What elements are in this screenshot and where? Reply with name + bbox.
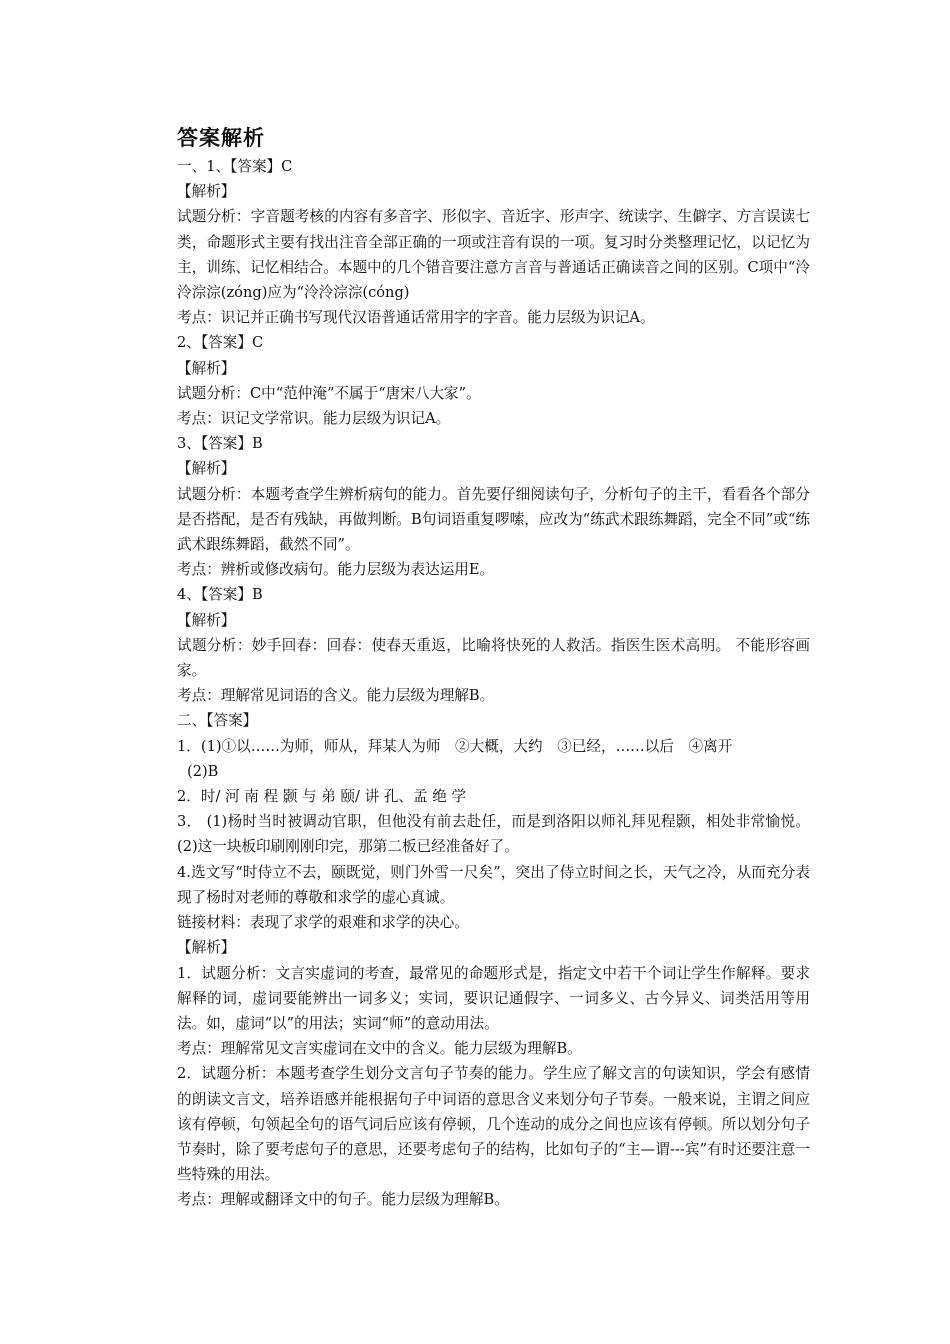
paragraph: 试题分析：C中“范仲淹”不属于“唐宋八大家”。 bbox=[177, 384, 481, 402]
page-title: 答案解析 bbox=[177, 126, 265, 150]
paragraph: 试题分析：字音题考核的内容有多音字、形似字、音近字、形声字、统读字、生僻字、方言误读七类，命题形式主要有找出注音全部正确的一项或注音有误的一项。复习时分类整理记忆，以记忆为主，训练、记忆相结合。本题中的几个错音要注意方言音与普通话正确读音之间的区别。C项中“泠泠淙淙(zóng)应为“泠泠淙淙(cóng) bbox=[177, 208, 810, 302]
paragraph: 【解析】 bbox=[177, 611, 236, 629]
paragraph: (2)B bbox=[187, 762, 219, 780]
paragraph: 考点：理解常见文言实虚词在文中的含义。能力层级为理解B。 bbox=[177, 1040, 582, 1058]
paragraph: 3、【答案】B bbox=[177, 435, 263, 453]
paragraph: 考点：辨析或修改病句。能力层级为表达运用E。 bbox=[177, 561, 495, 579]
paragraph: 考点：识记并正确书写现代汉语普通话常用字的字音。能力层级为识记A。 bbox=[177, 309, 655, 327]
paragraph: 试题分析：本题考查学生辨析病句的能力。首先要仔细阅读句子，分析句子的主干，看看各个部分是否搭配，是否有残缺，再做判断。B句词语重复啰嗦，应改为“练武术跟练舞蹈，完全不同”或“练武术跟练舞蹈，截然不同”。 bbox=[177, 485, 810, 554]
paragraph: 2、【答案】C bbox=[177, 334, 264, 352]
paragraph: 2．试题分析：本题考查学生划分文言句子节奏的能力。学生应了解文言的句读知识，学会有感情的朗读文言文，培养语感并能根据句子中词语的意思含义来划分句子节奏。一般来说，主谓之间应该有停顿，句领起全句的语气词后应该有停顿，几个连动的成分之间也应该有停顿。所以划分句子节奏时，除了要考虑句子的意思，还要考虑句子的结构，比如句子的“主—谓---宾”有时还要注意一些特殊的用法。 bbox=[177, 1065, 810, 1184]
document-body bbox=[177, 154, 810, 1213]
paragraph: 【解析】 bbox=[177, 359, 236, 377]
paragraph: 链接材料：表现了求学的艰难和求学的决心。 bbox=[177, 914, 469, 932]
paragraph: 考点：识记文学常识。能力层级为识记A。 bbox=[177, 410, 451, 428]
paragraph: 1．试题分析：文言实虚词的考查，最常见的命题形式是，指定文中若干个词让学生作解释。要求解释的词，虚词要能辨出一词多义；实词，要识记通假字、一词多义、古今异义、词类活用等用法。如，虚词“以”的用法；实词“师”的意动用法。 bbox=[177, 964, 810, 1032]
paragraph: 【解析】 bbox=[177, 939, 236, 957]
paragraph: 3． (1)杨时当时被调动官职，但他没有前去赴任，而是到洛阳以师礼拜见程颢，相处非常愉悦。(2)这一块板印刷刚刚印完，那第二板已经准备好了。 bbox=[177, 813, 810, 856]
paragraph: 试题分析：妙手回春：回春：使春天重返，比喻将快死的人救活。指医生医术高明。 不能形容画家。 bbox=[177, 636, 810, 680]
paragraph: 一、1、【答案】C bbox=[177, 158, 293, 175]
paragraph: 二、【答案】 bbox=[177, 712, 258, 730]
paragraph: 考点：理解或翻译文中的句子。能力层级为理解B。 bbox=[177, 1191, 509, 1209]
paragraph: 【解析】 bbox=[177, 460, 236, 478]
paragraph: 4、【答案】B bbox=[177, 586, 263, 604]
paragraph: 考点：理解常见词语的含义。能力层级为理解B。 bbox=[177, 687, 495, 705]
paragraph: 2．时/ 河 南 程 颢 与 弟 颐/ 讲 孔、孟 绝 学 bbox=[177, 788, 467, 806]
paragraph: 4.选文写“时侍立不去，颐既觉，则门外雪一尺矣”，突出了侍立时间之长，天气之冷，从而充分表现了杨时对老师的尊敬和求学的虚心真诚。 bbox=[177, 863, 810, 906]
paragraph: 1．(1)①以……为师，师从，拜某人为师 ②大概，大约 ③已经，……以后 ④离开 bbox=[177, 737, 733, 755]
paragraph: 【解析】 bbox=[177, 183, 236, 201]
